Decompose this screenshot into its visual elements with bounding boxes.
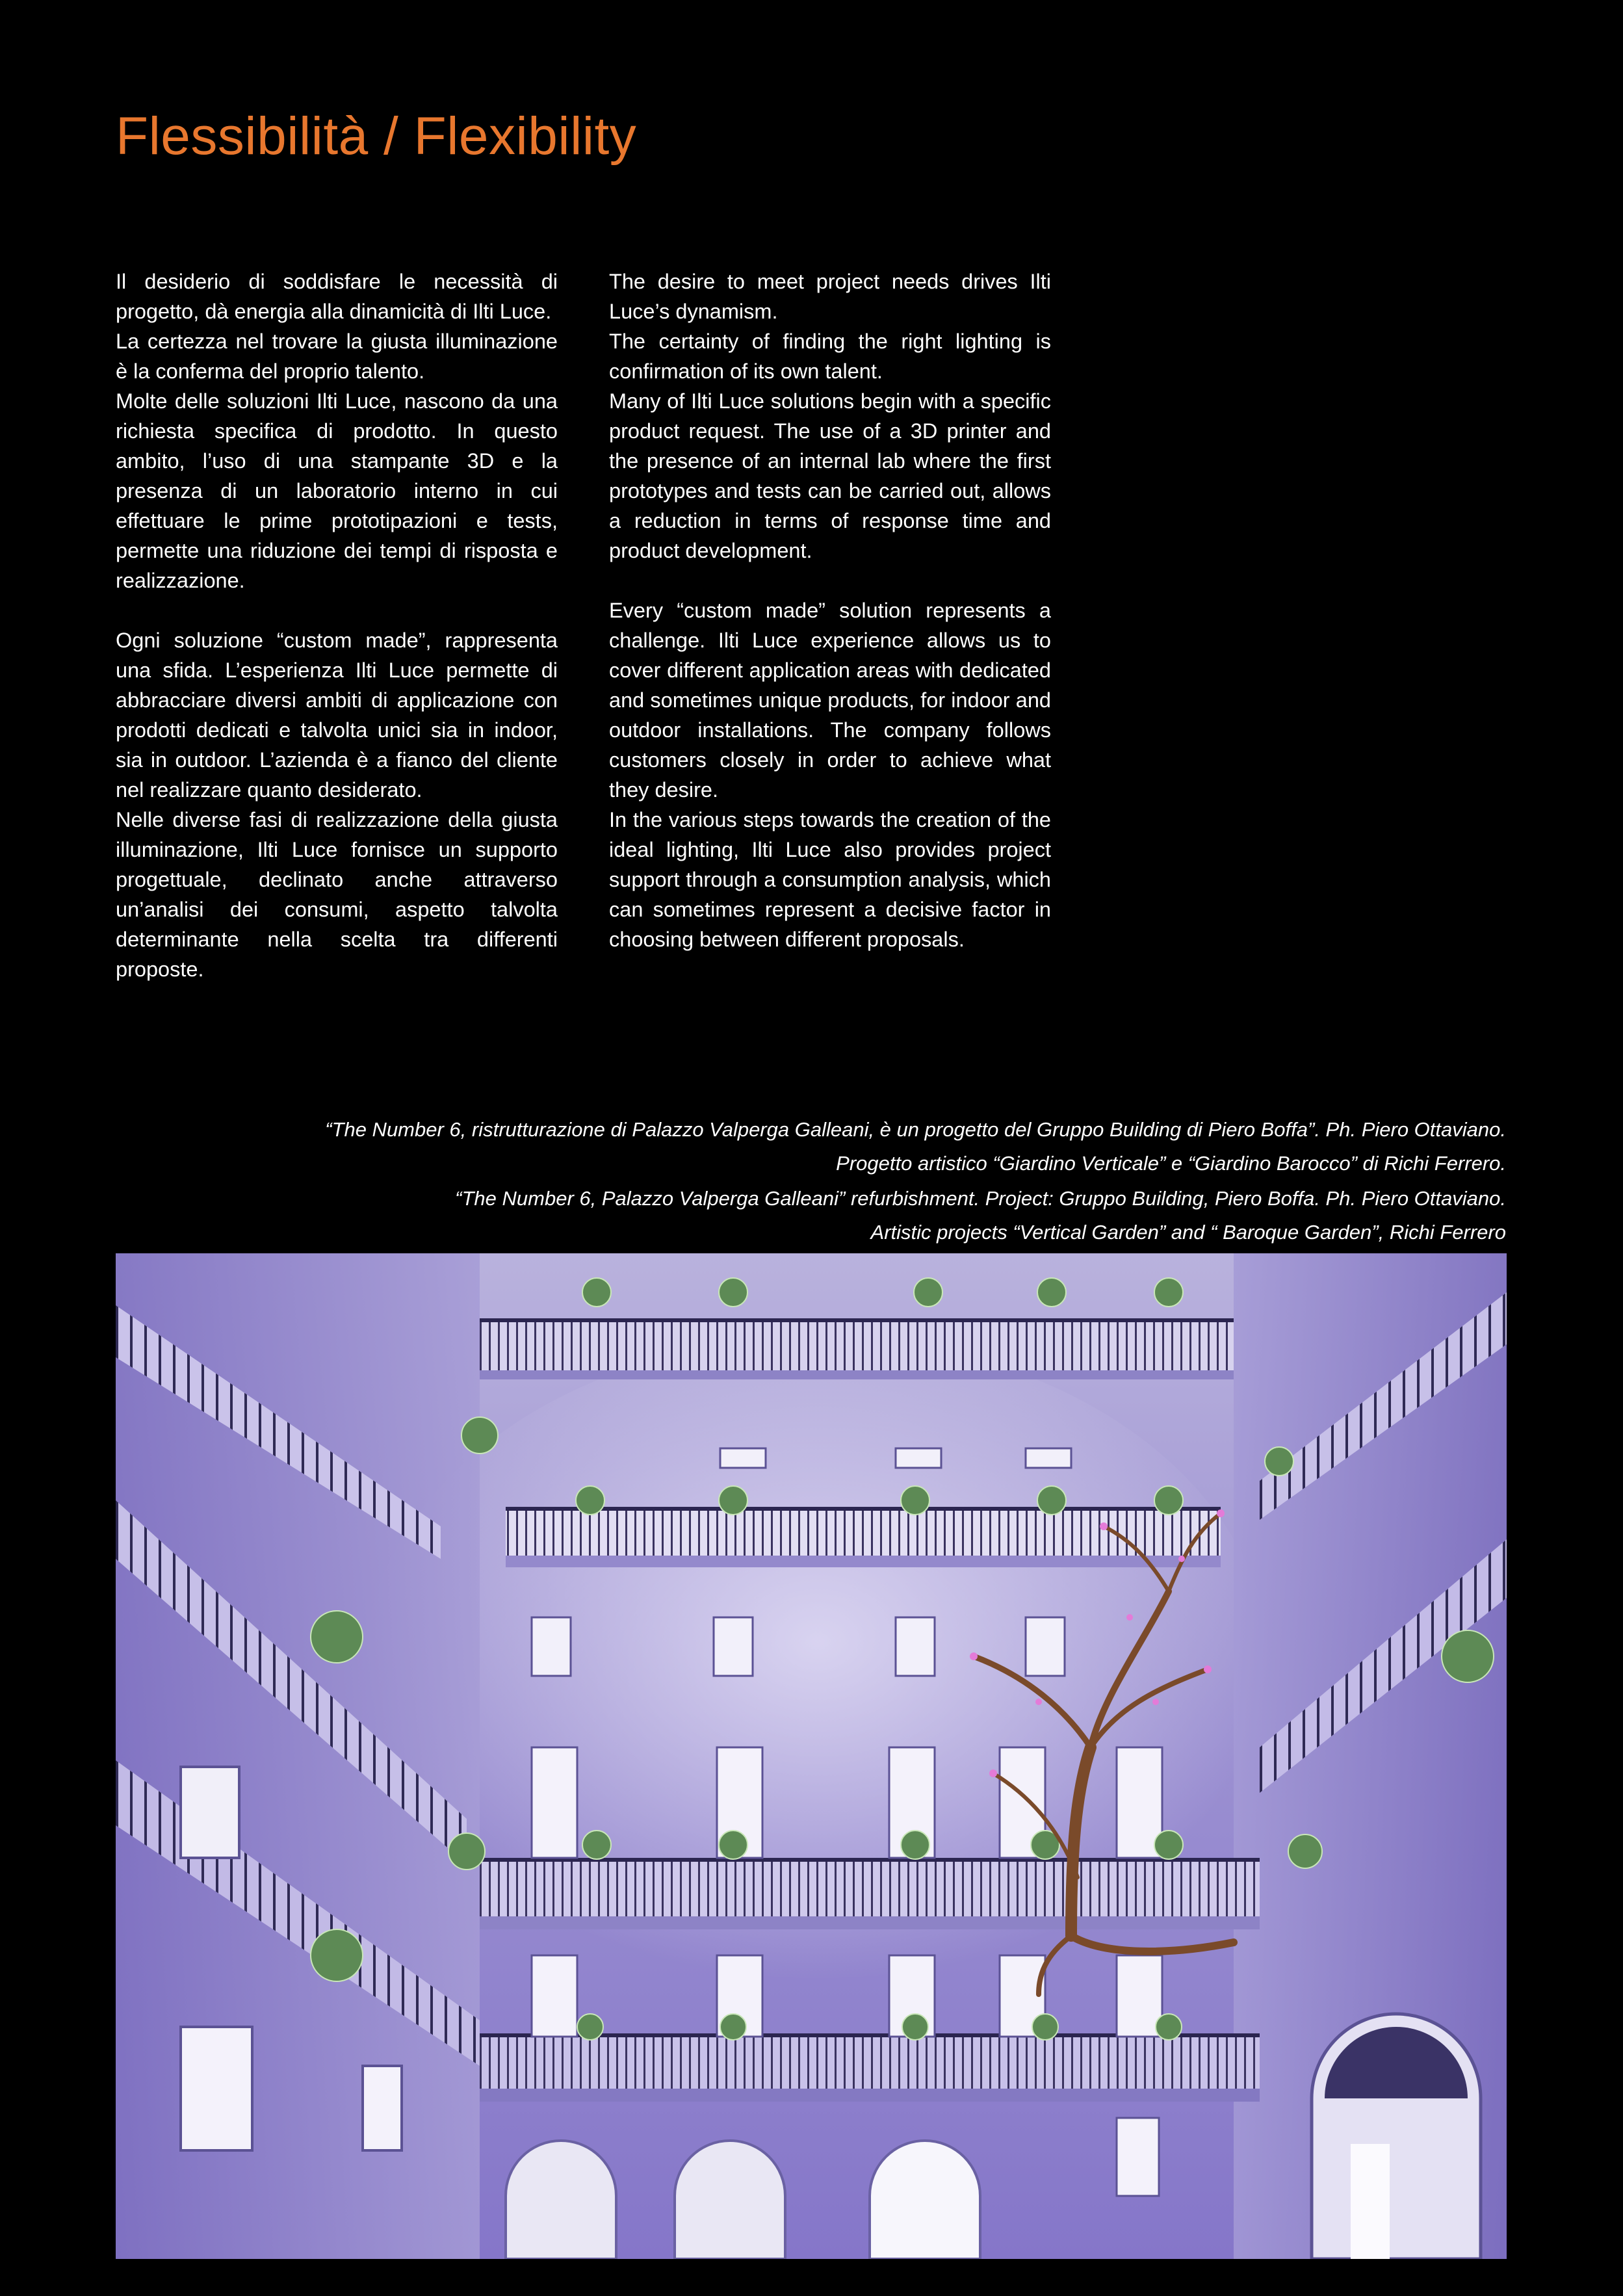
english-text-column (609, 267, 1051, 954)
italian-caption-line: Progetto artistico “Giardino Verticale” e “Giardino Barocco” di Richi Ferrero. (836, 1152, 1506, 1175)
italian-paragraph: Nelle diverse fasi di realizzazione della giusta illuminazione, Ilti Luce fornisce un supporto progettuale, declinato anche attraverso un’analisi dei consumi, aspetto talvolta determinante nella scelta tra differenti proposte. (116, 808, 558, 981)
italian-paragraph: Il desiderio di soddisfare le necessità di progetto, dà energia alla dinamicità di Ilti Luce. (116, 270, 558, 323)
english-paragraph: The desire to meet project needs drives Ilti Luce’s dynamism. (609, 270, 1051, 323)
english-paragraph: Many of Ilti Luce solutions begin with a specific product request. The use of a 3D printer and the presence of an internal lab where the first prototypes and tests can be carried out, allows a reduction in terms of response time and product development. (609, 389, 1051, 562)
italian-caption (141, 1113, 1506, 1181)
english-caption-line: “The Number 6, Palazzo Valperga Galleani” refurbishment. Project: Gruppo Building, Piero Boffa. Ph. Piero Ottaviano. (455, 1187, 1506, 1210)
english-paragraph: The certainty of finding the right lighting is confirmation of its own talent. (609, 330, 1051, 383)
italian-caption-line: “The Number 6, ristrutturazione di Palazzo Valperga Galleani, è un progetto del Gruppo Building di Piero Boffa”. Ph. Piero Ottaviano. (325, 1118, 1506, 1141)
english-caption (141, 1182, 1506, 1249)
italian-paragraph: Ogni soluzione “custom made”, rappresenta una sfida. L’esperienza Ilti Luce permette di abbracciare diversi ambiti di applicazione con prodotti dedicati e talvolta unici sia in indoor, sia in outdoor. L’azienda è a fianco del cliente nel realizzare quanto desiderato. (116, 629, 558, 802)
english-paragraph: Every “custom made” solution represents a challenge. Ilti Luce experience allows us to cover different application areas with dedicated and sometimes unique products, for indoor and outdoor installations. The company follows customers closely in order to achieve what they desire. (609, 599, 1051, 802)
courtyard-illustration (116, 1253, 1507, 2259)
english-caption-line: Artistic projects “Vertical Garden” and “ Baroque Garden”, Richi Ferrero (870, 1221, 1506, 1244)
english-paragraph: In the various steps towards the creation of the ideal lighting, Ilti Luce also provides project support through a consumption analysis, which can sometimes represent a decisive factor in choosing between different proposals. (609, 808, 1051, 951)
page-title: Flessibilità / Flexibility (116, 107, 637, 166)
italian-paragraph: Molte delle soluzioni Ilti Luce, nascono da una richiesta specifica di prodotto. In questo ambito, l’uso di una stampante 3D e la presenza di un laboratorio interno in cui effettuare le prime prototipazioni e tests, permette una riduzione dei tempi di risposta e realizzazione. (116, 389, 558, 592)
courtyard-photo (116, 1253, 1507, 2259)
photo-captions (141, 1113, 1506, 1249)
italian-text-column (116, 267, 558, 984)
italian-paragraph: La certezza nel trovare la giusta illuminazione è la conferma del proprio talento. (116, 330, 558, 383)
